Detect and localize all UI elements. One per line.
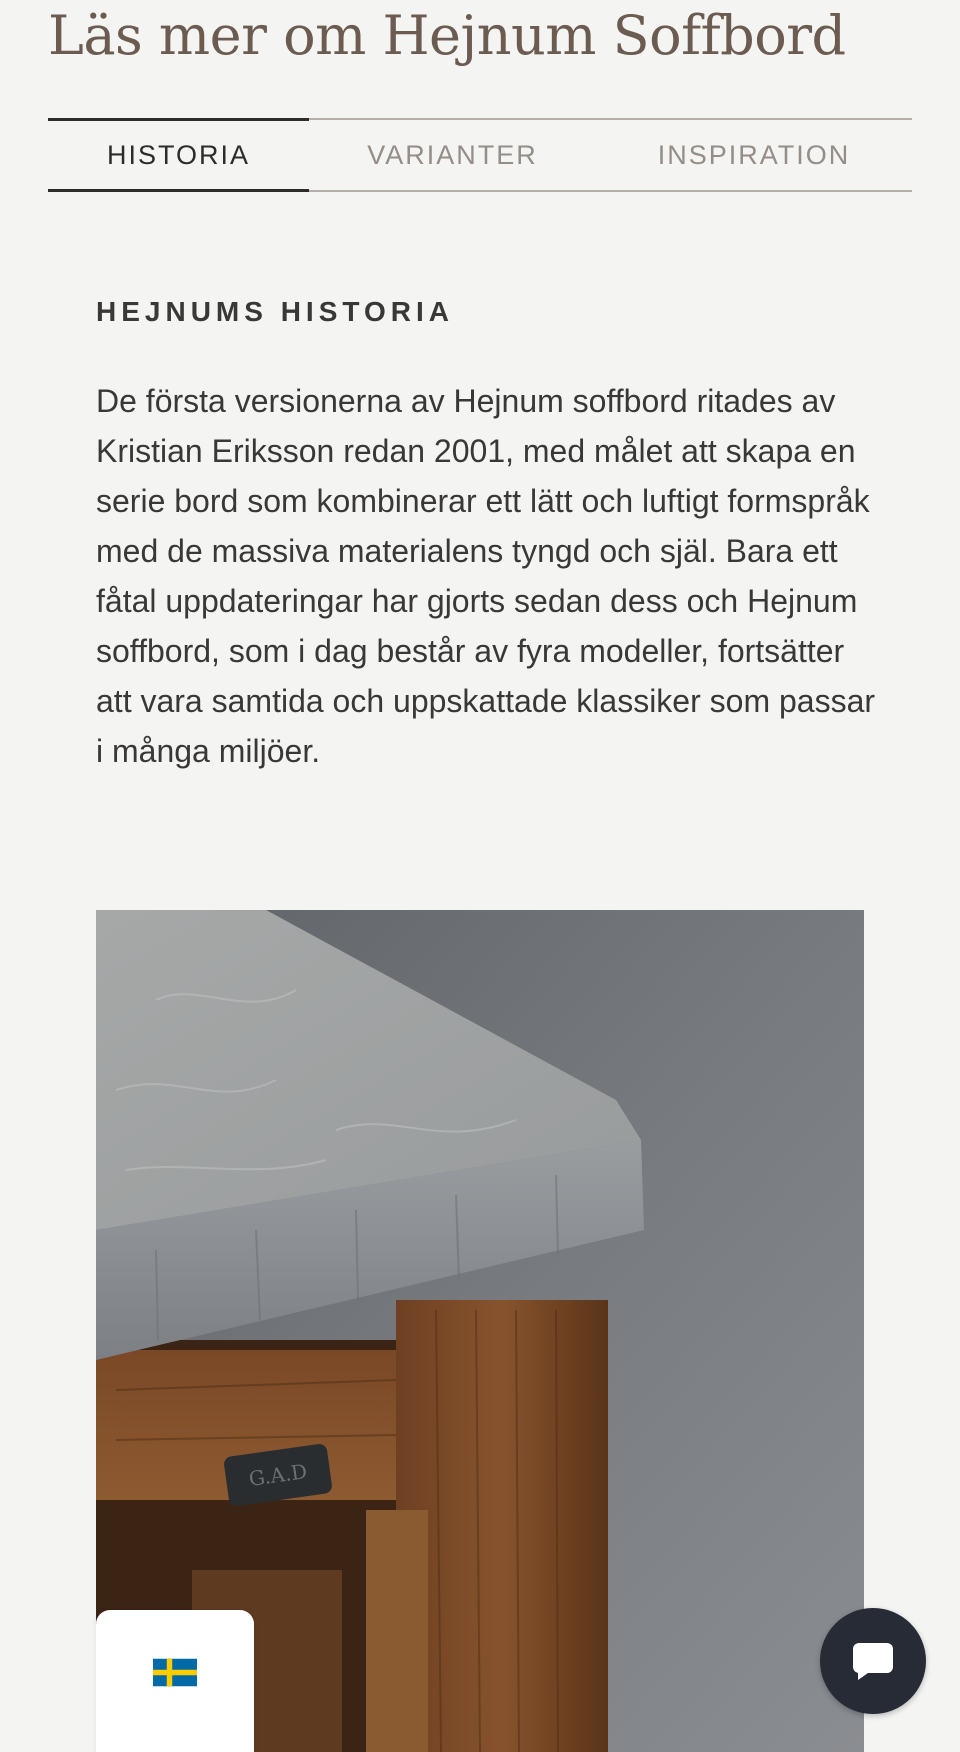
section-heading: HEJNUMS HISTORIA [96, 296, 454, 327]
sweden-flag-icon [153, 1658, 197, 1687]
tab-varianter[interactable]: VARIANTER [367, 139, 538, 170]
chat-button[interactable] [820, 1608, 926, 1714]
section-body-text: De första versionerna av Hejnum soffbord ritades av Kristian Eriksson redan 2001, med målet att skapa en serie bord som kombinerar ett lätt och luftigt formspråk med de massiva materialens tyngd och själ. Bara ett fåtal uppdateringar har gjorts sedan dess och Hejnum soffbord, som i dag består av fyra modeller, fortsätter att vara samtida och uppskattade klassiker som passar i många miljöer. [96, 383, 876, 769]
language-selector[interactable] [96, 1610, 254, 1752]
badge-text: G.A.D [247, 1459, 309, 1491]
tab-historia[interactable]: HISTORIA [48, 120, 309, 190]
tab-inspiration[interactable]: INSPIRATION [657, 139, 851, 170]
tab-bar [48, 118, 912, 192]
page-title: Läs mer om Hejnum Soffbord [48, 4, 846, 67]
chat-bubble-icon [850, 1639, 896, 1683]
